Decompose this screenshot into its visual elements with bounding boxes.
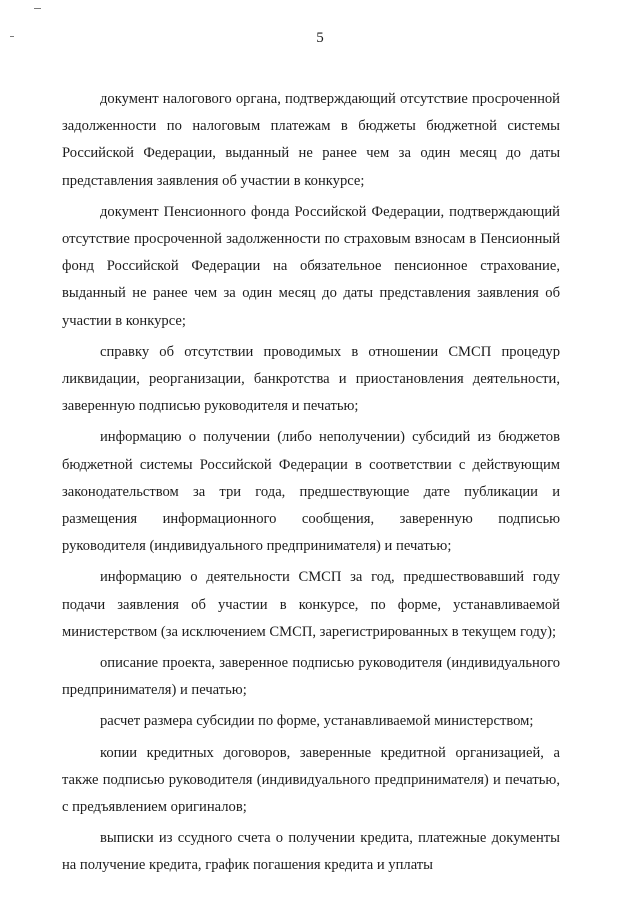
paragraph-subsidies-information: информацию о получении (либо неполучении) субсидий из бюджетов бюджетной системы Российской Федерации в соответствии с действующим законодательством за три года, предшествующие дате публикации и размещения информационного сообщения, заверенную подписью руководителя (индивидуального предпринимателя) и печатью; [62, 429, 560, 555]
paragraph-pension-fund-document: документ Пенсионного фонда Российской Федерации, подтверждающий отсутствие просроченной задолженности по страховым взносам в Пенсионный фонд Российской Федерации на обязательное пенсионное страхование, выданный не ранее чем за один месяц до даты представления заявления об участии в конкурсе; [62, 203, 560, 329]
paragraph-activity-information: информацию о деятельности СМСП за год, предшествовавший году подачи заявления об участии в конкурсе, по форме, устанавливаемой министерством (за исключением СМСП, зарегистрированных в текущем году); [62, 569, 560, 640]
page-number: 5 [316, 30, 324, 46]
document-body [62, 86, 560, 884]
paragraph-no-liquidation-certificate: справку об отсутствии проводимых в отношении СМСП процедур ликвидации, реорганизации, банкротства и приостановления деятельности, заверенную подписью руководителя и печатью; [62, 343, 560, 415]
paragraph-subsidy-calculation: расчет размера субсидии по форме, устанавливаемой министерством; [100, 713, 534, 730]
paragraph-credit-agreements: копии кредитных договоров, заверенные кредитной организацией, а также подписью руководителя (индивидуального предпринимателя) и печатью, с предъявлением оригиналов; [62, 744, 560, 816]
paragraph-tax-authority-document: документ налогового органа, подтверждающий отсутствие просроченной задолженности по налоговым платежам в бюджеты бюджетной системы Российской Федерации, выданный не ранее чем за один месяц до даты представления заявления об участии в конкурсе; [62, 91, 560, 189]
paragraph-loan-account-statements: выписки из ссудного счета о получении кредита, платежные документы на получение кредита, график погашения кредита и уплаты [62, 830, 560, 874]
scan-artifact-mark [34, 8, 41, 9]
paragraph-project-description: описание проекта, заверенное подписью руководителя (индивидуального предпринимателя) и печатью; [62, 655, 560, 699]
